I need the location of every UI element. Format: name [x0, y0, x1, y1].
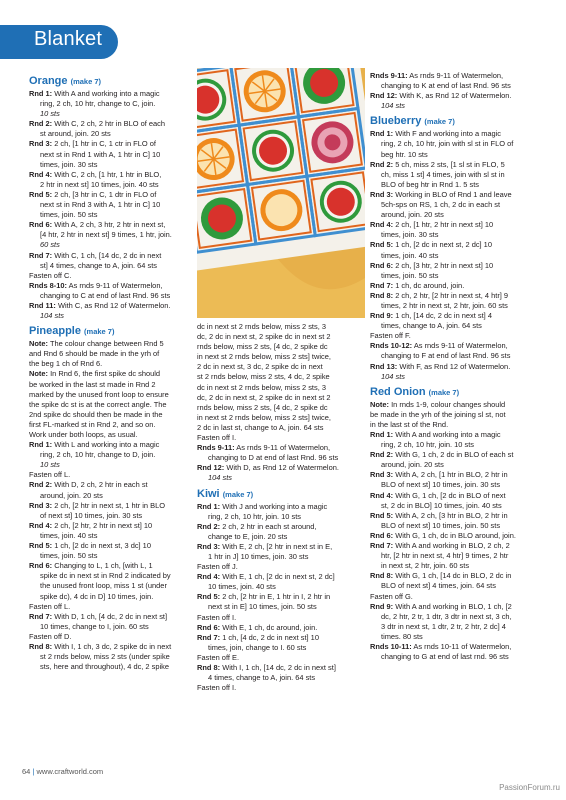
instruction-line [370, 91, 544, 101]
round-text: With K, as Rnd 12 of Watermelon. [397, 91, 512, 101]
instruction-line: Fasten off E. [197, 652, 240, 662]
round-label: Rnd 4: [29, 169, 53, 179]
stitch-count: 104 sts [208, 473, 232, 483]
instruction-line [370, 341, 544, 351]
round-text: With I, 1 ch, [14 dc, 2 dc in next st] [220, 663, 336, 672]
stitch-count: 104 sts [40, 311, 64, 321]
instruction-line: in next st 2 rnds below, miss 2 sts] twice, [197, 352, 331, 362]
instruction-line [29, 440, 191, 450]
instruction-line [197, 522, 365, 532]
round-text: With D, 2 ch, 2 htr in each st [52, 480, 148, 490]
instruction-line [370, 240, 544, 250]
instruction-line: times. 80 sts [381, 631, 423, 641]
heading-quantity: (make 7) [428, 387, 460, 397]
pattern-heading [29, 325, 191, 338]
round-text: With G, 1 ch, 2 dc in BLO of each st [393, 450, 514, 460]
instruction-line: 2nd spike dc should then be made in the [29, 409, 163, 419]
instruction-line [370, 311, 544, 321]
round-label: Rnd 6: [29, 561, 53, 571]
round-label: Note: [29, 339, 49, 349]
footer-separator: | [32, 767, 35, 776]
instruction-line [29, 541, 191, 551]
column-2 [197, 322, 365, 693]
round-label: Rnd 3: [370, 470, 394, 480]
footer-url[interactable]: www.craftworld.com [36, 767, 104, 776]
instruction-line: times, change to A, join. 64 sts [381, 321, 482, 331]
stitch-count: 104 sts [381, 371, 405, 381]
heading-name: Blueberry [370, 115, 422, 128]
round-label: Rnds 9-11: [370, 71, 408, 80]
instruction-line: changing to C at end of last Rnd. 96 sts [40, 290, 171, 300]
stitch-count: 10 sts [40, 109, 60, 119]
round-label: Rnd 3: [29, 139, 53, 149]
round-label: Rnd 5: [29, 541, 53, 551]
round-label: Rnd 11: [29, 300, 56, 310]
instruction-line: times, join. 50 sts [381, 270, 439, 280]
instruction-line: and Rnd 6 should be made in the yrh of [29, 349, 160, 359]
round-text: With A, 2 ch, [1 htr in BLO, 2 htr in [393, 470, 508, 480]
instruction-line: Fasten off I. [197, 612, 237, 622]
instruction-line [370, 362, 544, 372]
instruction-line [197, 633, 365, 643]
round-label: Rnd 5: [370, 240, 394, 250]
round-text: With A and working in BLO, 2 ch, 2 [393, 541, 510, 551]
instruction-line [29, 281, 191, 291]
round-label: Rnd 8: [29, 641, 53, 651]
stitch-count: 10 sts [40, 460, 60, 470]
instruction-line [370, 602, 544, 612]
instruction-line [29, 369, 191, 379]
instruction-line: next st in Rnd 3 with A, 1 htr in C] 10 [40, 200, 161, 210]
instruction-line [29, 521, 191, 531]
round-label: Note: [29, 369, 49, 379]
round-label: Rnd 1: [29, 89, 53, 98]
instruction-line: Fasten off J. [197, 562, 238, 572]
instruction-line: 2 htr in next st] 10 times, join. 40 sts [40, 179, 159, 189]
round-text: With A and working into a magic [52, 89, 160, 98]
instruction-line: next st in Rnd 1 with A, 1 htr in C] 10 [40, 149, 161, 159]
instruction-line: times, join. 50 sts [40, 551, 98, 561]
round-text: 1 ch, [2 dc in next st, 3 dc] 10 [52, 541, 151, 551]
instruction-line [370, 220, 544, 230]
instruction-line: st, 2 dc in BLO] 10 times, join. 40 sts [381, 500, 502, 510]
instruction-line [370, 541, 544, 551]
column-1 [29, 71, 191, 672]
instruction-line: BLO of next st] 10 times, join. 50 sts [381, 520, 501, 530]
round-text: As rnds 10-11 of Watermelon, [411, 641, 512, 651]
round-text: With I, 1 ch, 3 dc, 2 spike dc in next [52, 641, 172, 651]
round-label: Rnd 2: [29, 119, 53, 129]
round-label: Rnds 10-11: [370, 641, 412, 651]
instruction-line: dc, 2 dc in next st, 2 spike dc in next st 2 [197, 332, 331, 342]
instruction-line [29, 612, 191, 622]
instruction-line: times, join. 30 sts [40, 159, 98, 169]
instruction-line: Work under both loops, as usual. [29, 430, 138, 439]
instruction-line: marked by the unused front loop to ensure [29, 389, 169, 399]
instruction-line [370, 491, 544, 501]
instruction-line: 10 times, change to I, join. 60 sts [40, 621, 149, 631]
instruction-line: Fasten off I. [197, 433, 237, 443]
instruction-line [370, 470, 544, 480]
round-label: Rnds 10-12: [370, 341, 413, 351]
instruction-line: ring, 2 ch, 10 htr, join. 10 sts [208, 511, 302, 521]
instruction-line: st 2 rnds below, miss 2 sts, 4 dc, 2 spike [197, 372, 330, 382]
round-text: With A, 2 ch, [3 htr in BLO, 2 htr in [393, 510, 508, 520]
pattern-heading [29, 75, 191, 88]
round-label: Rnd 4: [370, 490, 394, 500]
instruction-line: around, join. 20 sts [381, 460, 444, 470]
round-text: With C, 1 ch, [14 dc, 2 dc in next [52, 250, 162, 260]
instruction-line [29, 170, 191, 180]
instruction-line: beg htr. 10 sts [381, 149, 428, 159]
instruction-line [197, 502, 365, 512]
round-label: Rnd 5: [197, 592, 221, 602]
heading-quantity: (make 7) [424, 117, 455, 127]
instruction-line [197, 592, 365, 602]
instruction-line [370, 430, 544, 440]
instruction-line: spike dc in next st in Rnd 2 indicated by [40, 571, 171, 581]
round-text: With C, 2 ch, [1 htr, 1 htr in BLO, [52, 169, 162, 179]
instruction-line: BLO of beg htr in Rnd 1. 5 sts [381, 179, 479, 189]
instruction-line: 2 dc in next st, 3 dc, 2 spike dc in next [197, 362, 323, 372]
instruction-line [370, 160, 544, 170]
instruction-line: st around, join. 20 sts [40, 129, 111, 139]
round-label: Rnd 2: [370, 159, 394, 169]
instruction-line: times, join. 30 sts [381, 230, 439, 240]
instruction-line: in next st, 2 htr, join. 60 sts [381, 561, 470, 571]
instruction-line: be made in the yrh of the joining sl st, not [370, 409, 506, 419]
round-text: As rnds 9-11 of Watermelon, [412, 341, 508, 351]
round-label: Rnd 7: [370, 280, 394, 290]
instruction-line: the beg 1 ch of Rnd 6. [29, 359, 103, 369]
pattern-heading [370, 386, 544, 399]
pattern-heading [197, 488, 365, 501]
instruction-line: dc, 2 dc in next st, 2 spike dc in next st 2 [197, 392, 331, 402]
instruction-line: BLO of next st] 4 times, join. 64 sts [381, 581, 496, 591]
instruction-line: 5ch-sps on RS, 1 ch, 2 dc in each st [381, 200, 501, 210]
instruction-line: next st in E] 10 times, join. 50 sts [208, 602, 317, 612]
round-label: Rnd 9: [370, 601, 394, 611]
round-label: Rnd 3: [29, 500, 53, 510]
instruction-line [370, 400, 544, 410]
blanket-photo [197, 68, 365, 318]
instruction-line: 2 dc in last st, change to A, join. 64 sts [197, 422, 324, 432]
instruction-line [197, 572, 365, 582]
round-text: 2 ch, 2 htr in each st around, [220, 521, 317, 531]
instruction-line [370, 129, 544, 139]
instruction-line [370, 642, 544, 652]
round-text: 2 ch, [2 htr, 2 htr in next st] 10 [52, 520, 153, 530]
round-label: Rnd 7: [197, 632, 221, 642]
round-text: With E, 1 ch, dc around, join. [220, 622, 318, 632]
round-text: With G, 1 ch, [2 dc in BLO of next [393, 490, 506, 500]
heading-name: Orange [29, 75, 68, 87]
instruction-line: first FL-marked st in Rnd 2, and so on. [29, 419, 156, 429]
instruction-line: Fasten off I. [197, 683, 237, 693]
instruction-line [370, 450, 544, 460]
round-text: With D, as Rnd 12 of Watermelon. [224, 463, 339, 473]
instruction-line [370, 571, 544, 581]
instruction-line [29, 251, 191, 261]
round-text: With C, 2 ch, 2 htr in BLO of each [52, 119, 165, 129]
round-label: Rnd 4: [29, 520, 53, 530]
round-label: Rnd 6: [197, 622, 221, 632]
instruction-line [197, 443, 365, 453]
round-text: 1 ch, [2 dc in next st, 2 dc] 10 [393, 240, 492, 250]
round-text: In rnds 1-9, colour changes should [389, 399, 506, 409]
round-text: With J and working into a magic [220, 501, 328, 511]
round-text: As rnds 9-11 of Watermelon, [67, 280, 163, 290]
instruction-line: ring, 2 ch, 10 htr, join. 10 sts [381, 440, 475, 450]
page-title: Blanket [34, 28, 103, 50]
round-label: Rnd 9: [370, 311, 394, 321]
round-label: Rnd 3: [197, 541, 221, 551]
instruction-line: change to E, join. 20 sts [208, 531, 288, 541]
instruction-line: 4 times, change to A, join. 64 sts [208, 673, 316, 683]
round-text: With L and working into a magic [52, 440, 160, 450]
instruction-line [29, 339, 191, 349]
instruction-line: rnds below, miss 2 sts, [4 dc, 2 spike dc [197, 402, 328, 412]
round-label: Rnd 13: [370, 361, 398, 371]
round-text: 5 ch, miss 2 sts, [1 sl st in FLO, 5 [393, 159, 505, 169]
round-text: With D, 1 ch, [4 dc, 2 dc in next st] [52, 611, 168, 621]
stitch-count: 104 sts [381, 101, 405, 111]
instruction-line [197, 463, 365, 473]
round-label: Rnd 7: [29, 611, 53, 621]
round-text: With A, 2 ch, 3 htr, 2 htr in next st, [52, 220, 166, 230]
round-label: Rnd 8: [197, 663, 221, 672]
instruction-line: [4 htr, 2 htr in next st] 9 times, 1 htr, join. [40, 230, 172, 240]
instruction-line: Fasten off C. [29, 270, 72, 280]
round-text: The colour change between Rnd 5 [48, 339, 164, 349]
round-text: 2 ch, [1 htr in C, 1 ctr in FLO of [52, 139, 156, 149]
round-label: Rnd 2: [29, 480, 53, 490]
round-text: With C, as Rnd 12 of Watermelon. [55, 300, 171, 310]
round-label: Rnd 8: [370, 290, 394, 300]
round-label: Rnd 12: [197, 463, 225, 473]
round-label: Rnd 8: [370, 571, 394, 581]
instruction-line: changing to G at end of last rnd. 96 sts [381, 652, 509, 662]
instruction-line: rnds below, miss 2 sts, [4 dc, 2 spike dc [197, 342, 328, 352]
stitch-count: 60 sts [40, 240, 60, 250]
instruction-line: Fasten off D. [29, 631, 72, 641]
instruction-line: times, 2 htr in next st, 2 htr, join. 60 sts [381, 300, 508, 310]
instruction-line [29, 190, 191, 200]
round-text: With A and working in BLO, 1 ch, [2 [393, 601, 512, 611]
instruction-line: ch, miss 1 st] 4 times, join with sl st in [381, 169, 505, 179]
round-label: Rnd 6: [370, 260, 394, 270]
round-text: 2 ch, [2 htr in next st, 1 htr in BLO [52, 500, 165, 510]
instruction-line: st 2 rnds below, miss 2 sts (under spike [40, 652, 170, 662]
instruction-line: dc in next st 2 rnds below, miss 2 sts, 3 [197, 322, 326, 331]
instruction-line [370, 531, 544, 541]
instruction-line [29, 501, 191, 511]
pattern-heading [370, 115, 544, 128]
round-text: With F and working into a magic [393, 129, 502, 139]
round-text: 1 ch, [4 dc, 2 dc in next st] 10 [220, 632, 319, 642]
round-text: 2 ch, [3 htr, 2 htr in next st] 10 [393, 260, 494, 270]
heading-name: Kiwi [197, 487, 220, 500]
round-label: Rnd 6: [29, 220, 53, 230]
instruction-line [370, 511, 544, 521]
instruction-line: st] 4 times, change to A, join. 64 sts [40, 260, 157, 270]
instruction-line [29, 139, 191, 149]
round-text: 1 ch, [14 dc, 2 dc in next st] 4 [393, 311, 492, 321]
instruction-line: times, join. 40 sts [40, 530, 98, 540]
instruction-line: changing to F at end of last Rnd. 96 sts [381, 351, 511, 361]
heading-name: Red Onion [370, 385, 426, 398]
instruction-line: the spike dc st is at the correct angle. The [29, 399, 167, 409]
instruction-line: dc, 2 htr, 2 tr, 1 dtr, 3 dtr in next st, 3 ch, [381, 611, 512, 621]
round-label: Rnd 7: [29, 250, 53, 260]
round-label: Rnds 8-10: [29, 280, 68, 290]
instruction-line: sts, here and throughout), 4 dc, 2 spike [40, 662, 169, 672]
page-footer [22, 767, 103, 776]
instruction-line: htr, [2 htr in next st, 4 htr] 9 times, 2 htr [381, 551, 509, 561]
instruction-line [29, 220, 191, 230]
instruction-line: 1 htr in J] 10 times, join. 30 sts [208, 551, 309, 561]
instruction-line: changing to K at end of last Rnd. 96 sts [381, 81, 511, 91]
watermark: PassionForum.ru [499, 783, 560, 792]
heading-quantity: (make 7) [222, 489, 254, 499]
round-text: 2 ch, [2 htr in E, 1 htr in I, 2 htr in [220, 592, 331, 602]
instruction-line [29, 642, 191, 652]
round-text: 2 ch, [1 htr, 2 htr in next st] 10 [393, 220, 494, 230]
instruction-line: be worked in the last st made in Rnd 2 [29, 379, 156, 389]
instruction-line: of next st] 10 times, join. 30 sts [40, 510, 143, 520]
instruction-line: around, join. 20 sts [381, 210, 444, 220]
instruction-line: Fasten off L. [29, 601, 71, 611]
round-label: Rnd 1: [370, 430, 394, 439]
instruction-line: the unused front loop, miss 1 st (under [40, 581, 167, 591]
round-text: With A and working into a magic [393, 430, 501, 439]
heading-name: Pineapple [29, 325, 81, 338]
instruction-line [370, 261, 544, 271]
round-text: 2 ch, 2 htr, [2 htr in next st, 4 htr] 9 [393, 290, 509, 300]
instruction-line: Fasten off F. [370, 331, 411, 341]
instruction-line [197, 663, 365, 673]
round-label: Rnd 1: [370, 129, 394, 139]
instruction-line: spike dc), 4 dc in D] 10 times, join. [40, 591, 154, 601]
instruction-line: Fasten off L. [29, 470, 71, 480]
round-label: Rnd 1: [29, 440, 53, 450]
round-label: Rnd 7: [370, 541, 394, 551]
instruction-line: times, join. 50 sts [40, 210, 98, 220]
instruction-line [370, 190, 544, 200]
instruction-line: dc in next st 2 rnds below, miss 2 sts, 3 [197, 382, 326, 392]
instruction-line: changing to D at end of last Rnd. 96 sts [208, 453, 339, 463]
round-label: Rnds 9-11: [197, 443, 235, 453]
round-text: With E, 2 ch, [2 htr in next st in E, [220, 541, 333, 551]
instruction-line: times, join, change to I. 60 sts [208, 642, 307, 652]
instruction-line [29, 301, 191, 311]
blanket-illustration [197, 68, 365, 318]
instruction-line: ring, 2 ch, 10 htr, change to D, join. [40, 450, 156, 460]
round-text: With F, as Rnd 12 of Watermelon. [397, 361, 511, 371]
instruction-line [29, 119, 191, 129]
round-label: Rnd 6: [370, 530, 394, 540]
round-label: Note: [370, 399, 390, 409]
instruction-line [29, 561, 191, 571]
round-label: Rnd 12: [370, 91, 398, 101]
round-label: Rnd 2: [197, 521, 221, 531]
heading-quantity: (make 7) [70, 77, 102, 86]
round-text: Working in BLO of Rnd 1 and leave [393, 189, 512, 199]
round-text: 2 ch, [3 htr in C, 1 dtr in FLO of [52, 189, 157, 199]
round-label: Rnd 5: [370, 510, 394, 520]
instruction-line: ring, 2 ch, 10 htr, change to C, join. [40, 99, 156, 109]
page-number: 64 [22, 767, 31, 776]
instruction-line [197, 623, 365, 633]
round-label: Rnd 2: [370, 450, 394, 460]
instruction-line: Fasten off G. [370, 591, 413, 601]
round-text: As rnds 9-11 of Watermelon, [407, 71, 504, 80]
round-text: With E, 1 ch, [2 dc in next st, 2 dc] [220, 572, 335, 582]
round-label: Rnd 4: [197, 572, 221, 582]
round-label: Rnd 1: [197, 501, 221, 511]
instruction-line: 3 dtr in next st, 1 dtr, 2 tr, 2 htr, 2 dc] 4 [381, 621, 506, 631]
instruction-line [197, 542, 365, 552]
instruction-line: ring, 2 ch, 10 htr, join with sl st in FLO of [381, 139, 514, 149]
instruction-line [29, 480, 191, 490]
instruction-line: times, join. 40 sts [381, 250, 439, 260]
instruction-line [370, 291, 544, 301]
instruction-line: in the last st of the Rnd. [370, 419, 449, 429]
column-3 [370, 71, 544, 662]
round-label: Rnd 5: [29, 189, 53, 199]
round-label: Rnd 3: [370, 189, 394, 199]
heading-quantity: (make 7) [84, 327, 115, 337]
instruction-line [370, 71, 544, 81]
round-label: Rnd 4: [370, 220, 394, 230]
round-text: As rnds 9-11 of Watermelon, [234, 443, 331, 453]
round-text: 1 ch, dc around, join. [393, 280, 465, 290]
round-text: In Rnd 6, the first spike dc should [48, 369, 161, 379]
instruction-line [29, 89, 191, 99]
instruction-line: BLO of next st] 10 times, join. 30 sts [381, 480, 501, 490]
round-text: With G, 1 ch, [14 dc in BLO, 2 dc in [393, 571, 512, 581]
round-text: Changing to L, 1 ch, [with L, 1 [52, 561, 153, 571]
instruction-line: 10 times, join. 40 sts [208, 582, 276, 592]
instruction-line: around, join. 20 sts [40, 490, 103, 500]
instruction-line [370, 281, 544, 291]
instruction-line: in next st 2 rnds below, miss 2 sts] twice, [197, 412, 331, 422]
round-text: With G, 1 ch, dc in BLO around, join. [393, 530, 516, 540]
